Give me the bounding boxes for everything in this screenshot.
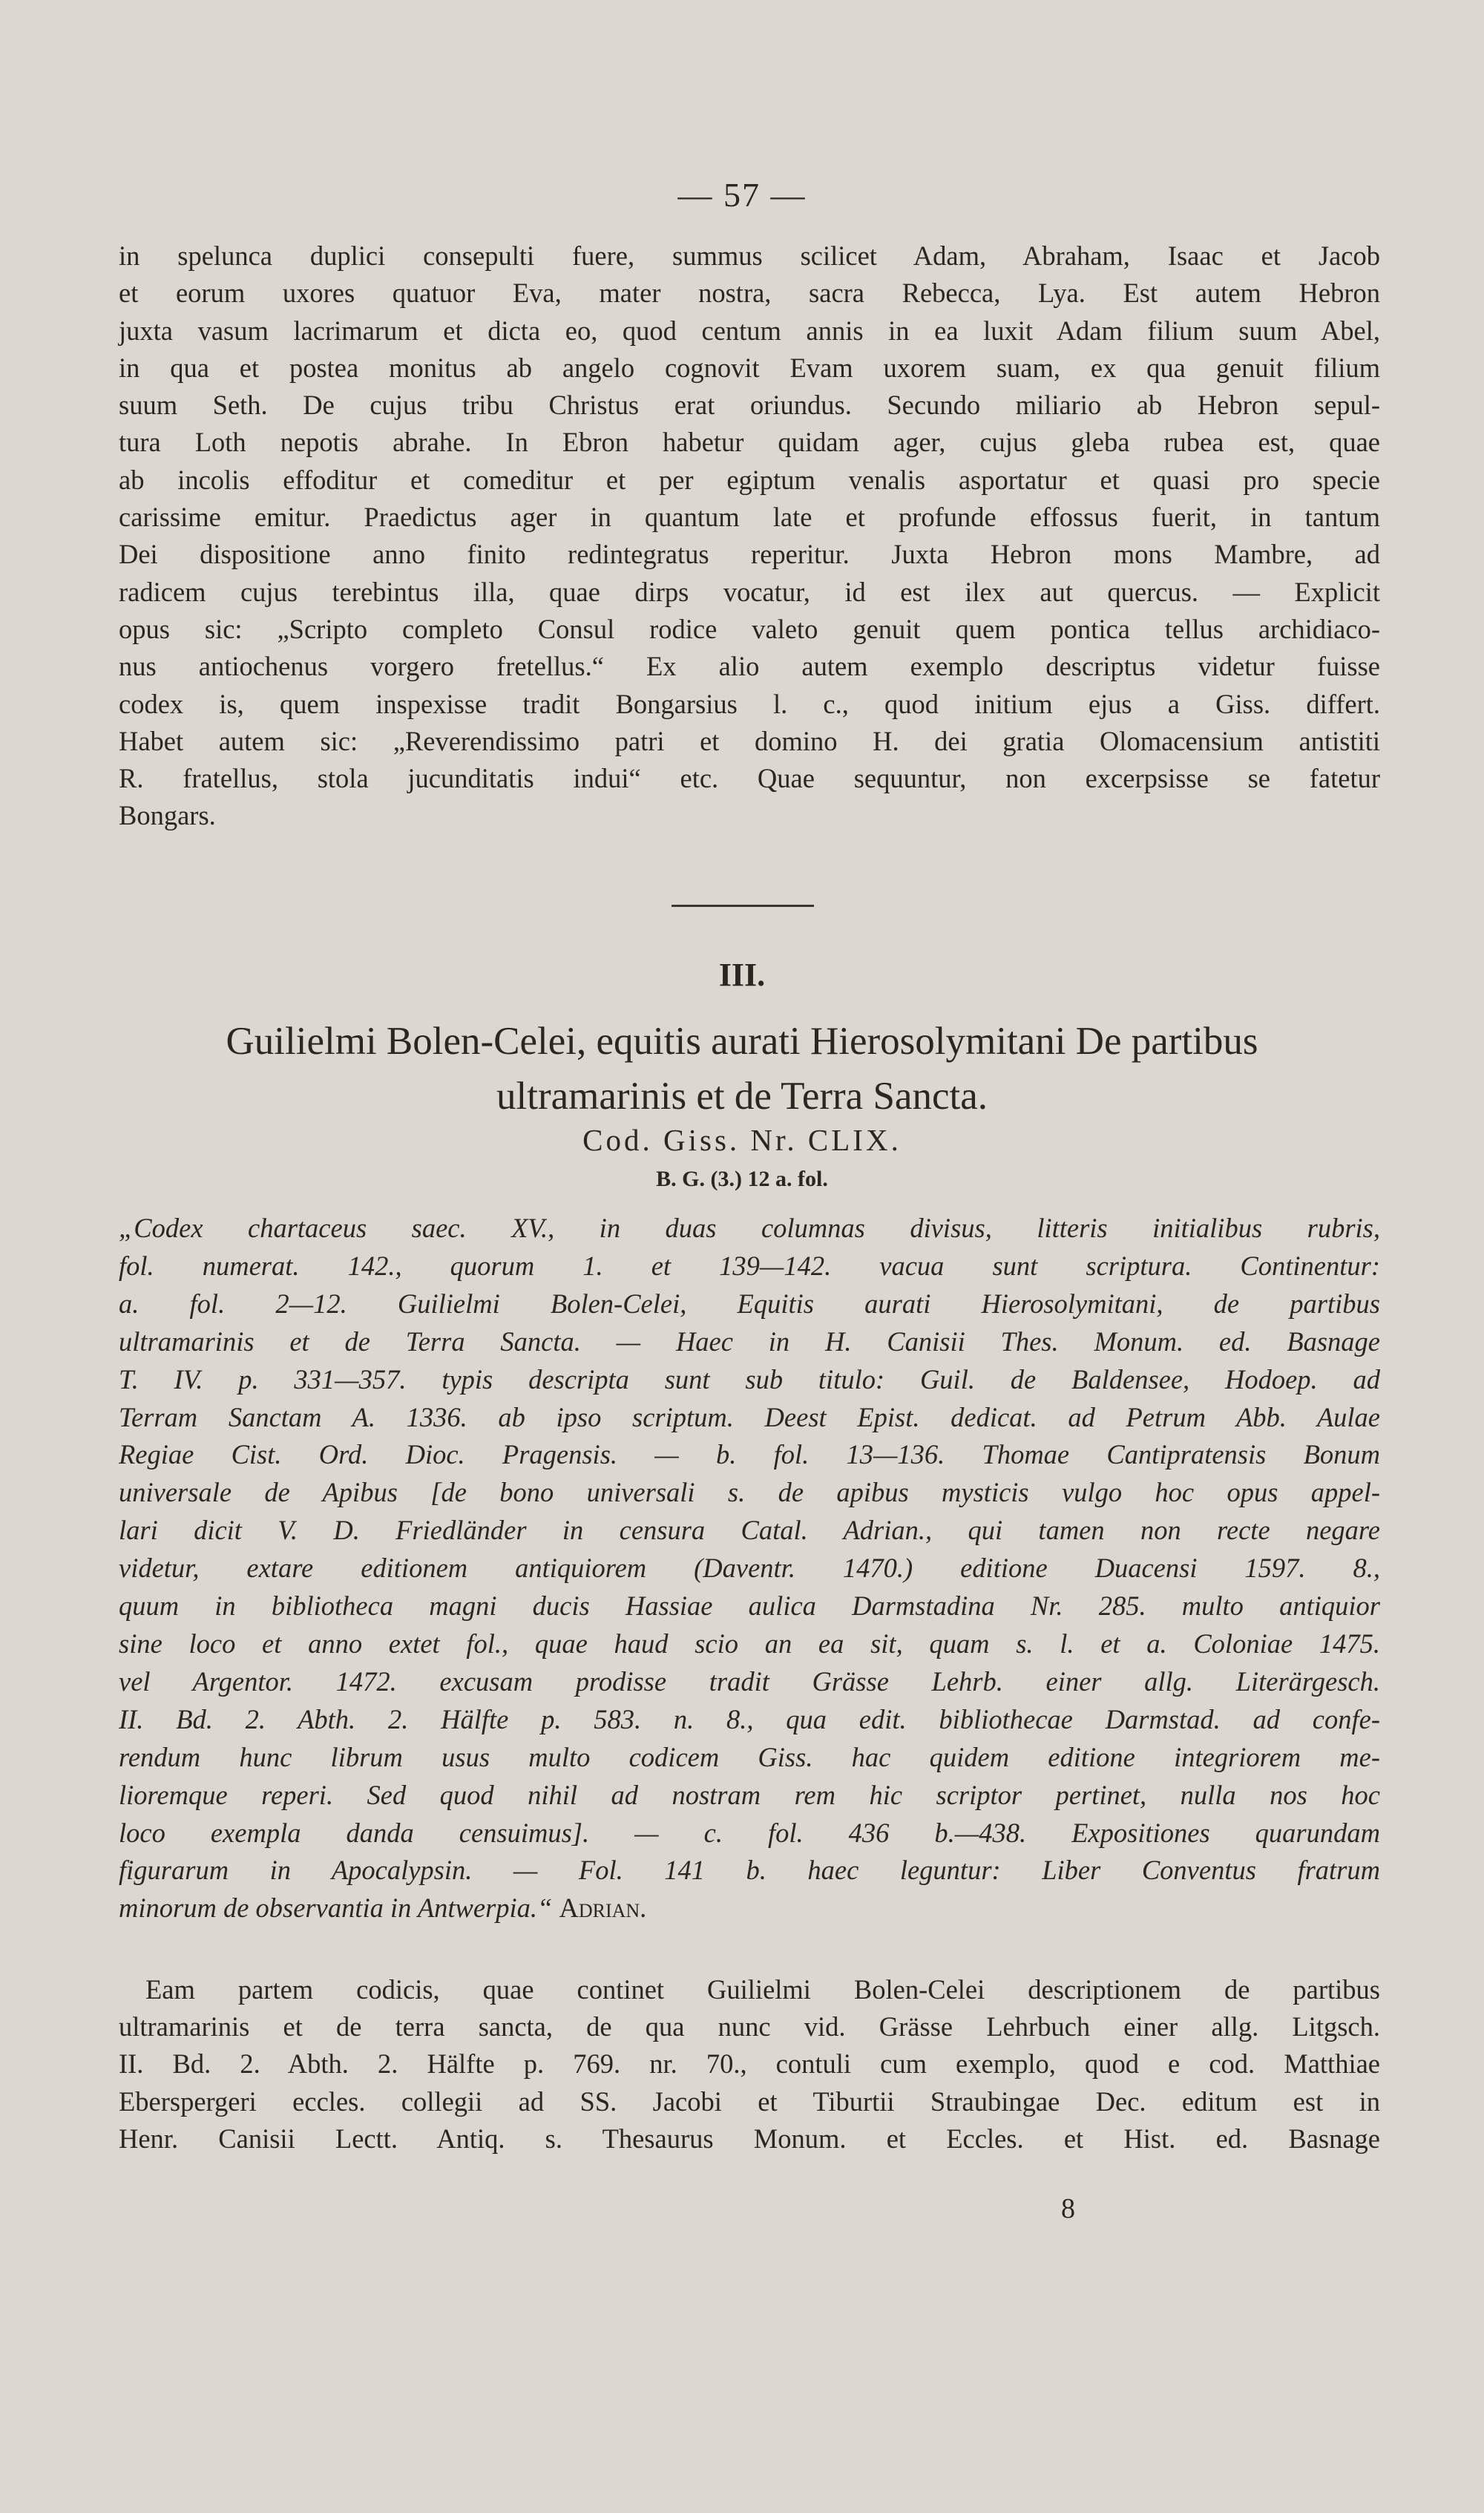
quote-line: quum in bibliotheca magni ducis Hassiae aulica Darmstadina Nr. 285. multo antiquior — [119, 1590, 1380, 1622]
quote-line: „Codex chartaceus saec. XV., in duas columnas divisus, litteris initialibus rubris, — [119, 1213, 1380, 1243]
text-line: opus sic: „Scripto completo Consul rodice valeto genuit quem pontica tellus archidiaco- — [119, 613, 1380, 644]
quote-line: lari dicit V. D. Friedländer in censura Catal. Adrian., qui tamen non recte negare — [119, 1515, 1380, 1546]
text-line: Dei dispositione anno finito redintegratus reperitur. Juxta Hebron mons Mambre, ad — [119, 539, 1380, 570]
quote-line: II. Bd. 2. Abth. 2. Hälfte p. 583. n. 8., qua edit. bibliothecae Darmstad. ad confe- — [119, 1703, 1380, 1734]
text-line: codex is, quem inspexisse tradit Bongarsius l. c., quod initium ejus a Giss. differt. — [119, 688, 1380, 719]
codex-label: Cod. Giss. Nr. CLIX. — [582, 1123, 902, 1157]
quote-line: ultramarinis et de Terra Sancta. — Haec in H. Canisii Thes. Monum. ed. Basnage — [119, 1326, 1380, 1357]
text-line: tura Loth nepotis abrahe. In Ebron habetur quidam ager, cujus gleba rubea est, quae — [119, 427, 1380, 458]
quote-line: Regiae Cist. Ord. Dioc. Pragensis. — b. fol. 13—136. Thomae Cantipratensis Bonum — [119, 1439, 1380, 1470]
quote-line: a. fol. 2—12. Guilielmi Bolen-Celei, Equitis aurati Hierosolymitani, de partibus — [119, 1288, 1380, 1319]
text-line: Eberspergeri eccles. collegii ad SS. Jacobi et Tiburtii Straubingae Dec. editum est in — [119, 2086, 1380, 2117]
quote-line: minorum de observantia in Antwerpia.“ — [119, 1893, 553, 1924]
text-line: R. fratellus, stola jucunditatis indui“ etc. Quae sequuntur, non excerpsisse se fatetur — [119, 763, 1380, 794]
quote-line: videtur, extare editionem antiquiorem (Daventr. 1470.) editione Duacensi 1597. 8., — [119, 1553, 1380, 1584]
text-line: Henr. Canisii Lectt. Antiq. s. Thesaurus Monum. et Eccles. et Hist. ed. Basnage — [119, 2123, 1380, 2154]
section-number: III. — [718, 957, 766, 993]
quote-line: figurarum in Apocalypsin. — Fol. 141 b. haec leguntur: Liber Conventus fratrum — [119, 1855, 1380, 1886]
intro-paragraph — [119, 237, 1380, 835]
codex-description-quote — [119, 1210, 1380, 1927]
quote-attribution: Adrian. — [559, 1893, 647, 1924]
text-line: juxta vasum lacrimarum et dicta eo, quod centum annis in ea luxit Adam filium suum Abel, — [119, 315, 1380, 346]
signature-mark: 8 — [1061, 2193, 1075, 2224]
quote-line: rendum hunc librum usus multo codicem Giss. hac quidem editione integriorem me- — [119, 1741, 1380, 1772]
text-line: et eorum uxores quatuor Eva, mater nostra, sacra Rebecca, Lya. Est autem Hebron — [119, 278, 1380, 309]
quote-line: universale de Apibus [de bono universali s. de apibus mysticis vulgo hoc opus appel- — [119, 1477, 1380, 1508]
text-line: II. Bd. 2. Abth. 2. Hälfte p. 769. nr. 70., contuli cum exemplo, quod e cod. Matthiae — [119, 2048, 1380, 2080]
text-line: nus antiochenus vorgero fretellus.“ Ex alio autem exemplo descriptus videtur fuisse — [119, 651, 1380, 682]
text-line: in spelunca duplici consepulti fuere, summus scilicet Adam, Abraham, Isaac et Jacob — [119, 240, 1380, 271]
quote-line: loco exempla danda censuimus]. — c. fol. 436 b.—438. Expositiones quarundam — [119, 1817, 1380, 1848]
page-number: — 57 — — [677, 176, 807, 214]
main-paragraph — [119, 1971, 1380, 2157]
text-line: suum Seth. De cujus tribu Christus erat oriundus. Secundo miliario ab Hebron sepul- — [119, 390, 1380, 421]
text-line: ab incolis effoditur et comeditur et per egiptum venalis asportatur et quasi pro specie — [119, 464, 1380, 495]
quote-line: Terram Sanctam A. 1336. ab ipso scriptum. Deest Epist. dedicat. ad Petrum Abb. Aulae — [119, 1401, 1380, 1432]
text-line: radicem cujus terebintus illa, quae dirps vocatur, id est ilex aut quercus. — Explicit — [119, 576, 1380, 607]
text-line: carissime emitur. Praedictus ager in quantum late et profunde effossus fuerit, in tantum — [119, 502, 1380, 533]
text-line: Eam partem codicis, quae continet Guilielmi Bolen-Celei descriptionem de partibus — [145, 1974, 1380, 2005]
section-divider — [672, 905, 814, 907]
quote-line: lioremque reperi. Sed quod nihil ad nostram rem hic scriptor pertinet, nulla nos hoc — [119, 1779, 1380, 1810]
text-line: Habet autem sic: „Reverendissimo patri et domino H. dei gratia Olomacensium antistiti — [119, 725, 1380, 756]
quote-line: vel Argentor. 1472. excusam prodisse tradit Grässe Lehrb. einer allg. Literärgesch. — [119, 1665, 1380, 1697]
quote-last-line — [119, 1890, 1380, 1927]
shelfmark: B. G. (3.) 12 a. fol. — [656, 1167, 828, 1191]
section-title-line-1: Guilielmi Bolen-Celei, equitis aurati Hierosolymitani De partibus — [226, 1020, 1258, 1063]
section-title-line-2: ultramarinis et de Terra Sancta. — [496, 1075, 988, 1118]
text-line: in qua et postea monitus ab angelo cognovit Evam uxorem suam, ex qua genuit filium — [119, 352, 1380, 383]
quote-line: fol. numerat. 142., quorum 1. et 139—142. vacua sunt scriptura. Continentur: — [119, 1250, 1380, 1281]
text-line: ultramarinis et de terra sancta, de qua nunc vid. Grässe Lehrbuch einer allg. Litgsch. — [119, 2011, 1380, 2042]
text-line: Bongars. — [119, 800, 216, 831]
quote-line: sine loco et anno extet fol., quae haud scio an ea sit, quam s. l. et a. Coloniae 1475. — [119, 1628, 1380, 1659]
quote-line: T. IV. p. 331—357. typis descripta sunt sub titulo: Guil. de Baldensee, Hodoep. ad — [119, 1363, 1380, 1395]
